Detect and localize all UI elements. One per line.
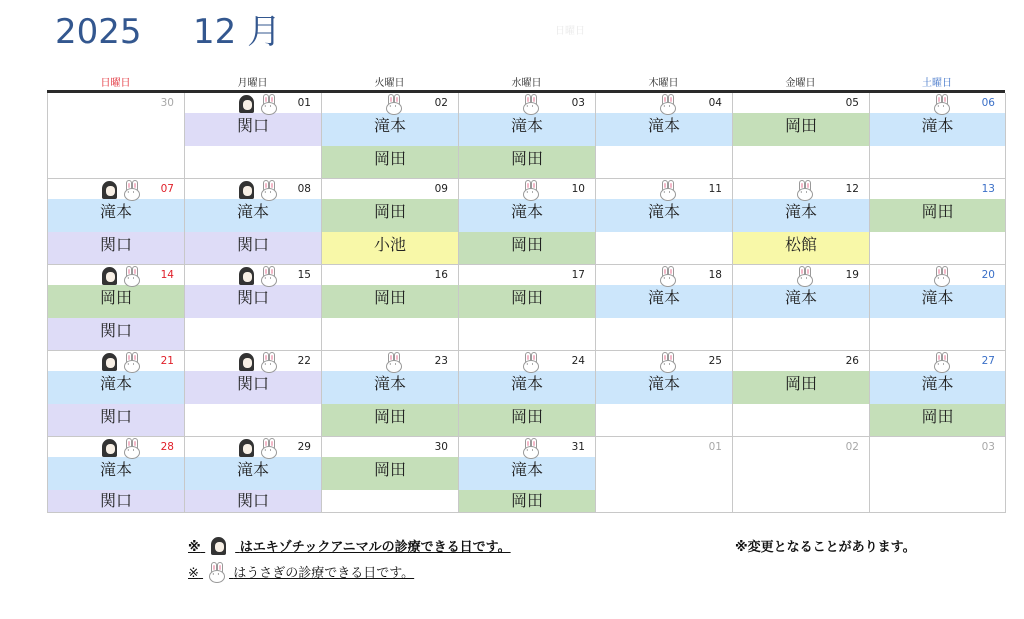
note-mark: ※ [188, 566, 199, 581]
staff-slot-1: 滝本 [48, 457, 184, 490]
exotic-icon [237, 94, 259, 114]
day-icons [658, 352, 676, 372]
day-number-row [733, 265, 869, 285]
rabbit-icon [521, 180, 539, 200]
day-number: 31 [571, 441, 585, 453]
day-number-row [322, 265, 458, 285]
day-cell[interactable] [322, 93, 459, 179]
exotic-icon [100, 266, 122, 286]
staff-slot-2 [48, 146, 184, 178]
day-cell[interactable] [459, 179, 596, 265]
staff-slot-2 [733, 146, 869, 178]
staff-slot-1: 滝本 [322, 371, 458, 404]
staff-slot-2 [322, 490, 458, 512]
day-number: 21 [160, 355, 174, 367]
day-number-row [459, 437, 595, 457]
day-number: 13 [981, 183, 995, 195]
note-change: ※変更となることがあります。 [735, 540, 916, 555]
day-number: 24 [571, 355, 585, 367]
exotic-icon [100, 352, 122, 372]
exotic-icon [237, 352, 259, 372]
day-number-row [596, 179, 732, 199]
day-number: 28 [160, 441, 174, 453]
day-cell[interactable] [48, 265, 185, 351]
day-number-row [596, 265, 732, 285]
weekday-header: 火曜日 [374, 78, 405, 89]
staff-slot-1: 滝本 [870, 371, 1005, 404]
day-cell[interactable] [322, 437, 459, 513]
rabbit-icon [795, 180, 813, 200]
calendar-title [55, 4, 281, 53]
day-number-row [185, 265, 321, 285]
staff-slot-1: 滝本 [596, 113, 732, 146]
calendar [47, 78, 1005, 513]
staff-slot-1: 滝本 [48, 199, 184, 232]
staff-slot-2 [596, 318, 732, 350]
day-icons [100, 180, 140, 200]
staff-slot-1: 滝本 [733, 285, 869, 318]
day-cell[interactable] [733, 437, 870, 513]
staff-slot-2 [733, 404, 869, 436]
staff-slot-2 [596, 146, 732, 178]
day-number: 01 [297, 97, 311, 109]
rabbit-icon [122, 266, 140, 286]
day-cell[interactable] [322, 351, 459, 437]
staff-slot-1: 岡田 [48, 285, 184, 318]
staff-slot-2: 小池 [322, 232, 458, 264]
rabbit-icon [259, 352, 277, 372]
day-number: 27 [981, 355, 995, 367]
rabbit-icon [658, 94, 676, 114]
staff-slot-2 [185, 318, 321, 350]
day-cell[interactable] [733, 265, 870, 351]
staff-slot-2: 関口 [48, 404, 184, 436]
day-cell[interactable] [322, 179, 459, 265]
staff-slot-1: 岡田 [459, 285, 595, 318]
staff-slot-1: 滝本 [459, 199, 595, 232]
staff-slot-1: 岡田 [733, 113, 869, 146]
day-cell[interactable] [870, 93, 1006, 179]
day-number-row [48, 437, 184, 457]
day-number-row [185, 93, 321, 113]
day-number-row [733, 93, 869, 113]
staff-slot-2 [870, 232, 1005, 264]
note-rabbit [188, 562, 414, 582]
staff-slot-2 [733, 318, 869, 350]
day-number-row [48, 351, 184, 371]
staff-slot-2 [185, 404, 321, 436]
day-number: 23 [434, 355, 448, 367]
staff-slot-1: 滝本 [596, 285, 732, 318]
day-icons [795, 180, 813, 200]
staff-slot-1: 滝本 [459, 371, 595, 404]
week-row [48, 351, 1005, 437]
staff-slot-2 [322, 318, 458, 350]
day-number-row [733, 437, 869, 457]
rabbit-icon [521, 94, 539, 114]
day-icons [658, 266, 676, 286]
day-number: 07 [160, 183, 174, 195]
weekday-header: 水曜日 [511, 78, 542, 89]
staff-slot-1: 岡田 [870, 199, 1005, 232]
day-icons [100, 352, 140, 372]
day-number-row [596, 93, 732, 113]
day-number: 19 [845, 269, 859, 281]
day-number: 02 [845, 441, 859, 453]
staff-slot-1: 滝本 [459, 113, 595, 146]
staff-slot-1: 滝本 [596, 371, 732, 404]
rabbit-icon [658, 180, 676, 200]
day-icons [521, 438, 539, 458]
staff-slot-1: 関口 [185, 285, 321, 318]
day-number-row [870, 437, 1005, 457]
rabbit-icon [932, 94, 950, 114]
day-cell[interactable] [596, 437, 733, 513]
staff-slot-1: 岡田 [733, 371, 869, 404]
weekday-header: 月曜日 [237, 78, 268, 89]
day-number: 03 [981, 441, 995, 453]
rabbit-icon [122, 180, 140, 200]
day-cell[interactable] [48, 93, 185, 179]
day-number-row [870, 351, 1005, 371]
day-number: 05 [845, 97, 859, 109]
day-cell[interactable] [185, 93, 322, 179]
note-mark: ※ [188, 540, 201, 555]
rabbit-icon [259, 438, 277, 458]
day-number: 20 [981, 269, 995, 281]
day-cell[interactable] [48, 179, 185, 265]
day-number-row [870, 179, 1005, 199]
rabbit-icon [259, 266, 277, 286]
week-row [48, 179, 1005, 265]
staff-slot-2 [733, 490, 869, 512]
day-icons [521, 352, 539, 372]
staff-slot-2: 関口 [185, 490, 321, 512]
staff-slot-1: 滝本 [596, 199, 732, 232]
day-number-row [459, 93, 595, 113]
day-number-row [870, 265, 1005, 285]
day-cell[interactable] [459, 351, 596, 437]
day-icons [237, 180, 277, 200]
staff-slot-2: 岡田 [459, 146, 595, 178]
day-cell[interactable] [185, 437, 322, 513]
staff-slot-1 [870, 457, 1005, 490]
day-number: 26 [845, 355, 859, 367]
weekday-header: 金曜日 [785, 78, 816, 89]
day-cell[interactable] [733, 351, 870, 437]
day-cell[interactable] [870, 179, 1006, 265]
day-number-row [48, 179, 184, 199]
day-number-row [733, 351, 869, 371]
staff-slot-2: 岡田 [459, 404, 595, 436]
day-number: 18 [708, 269, 722, 281]
calendar-grid [47, 93, 1005, 513]
day-icons [658, 94, 676, 114]
exotic-icon [237, 180, 259, 200]
day-number-row [596, 437, 732, 457]
staff-slot-2: 関口 [48, 232, 184, 264]
day-number: 22 [297, 355, 311, 367]
day-cell[interactable] [185, 265, 322, 351]
staff-slot-2: 岡田 [322, 404, 458, 436]
staff-slot-2: 岡田 [459, 232, 595, 264]
day-icons [100, 438, 140, 458]
day-number: 12 [845, 183, 859, 195]
day-cell[interactable] [459, 265, 596, 351]
day-icons [237, 94, 277, 114]
weekday-header-row [47, 78, 1005, 90]
day-number: 08 [297, 183, 311, 195]
rabbit-icon [259, 94, 277, 114]
day-number: 14 [160, 269, 174, 281]
staff-slot-1: 滝本 [322, 113, 458, 146]
rabbit-icon [384, 94, 402, 114]
note-rabbit-text: はうさぎの診療できる日です。 [233, 566, 415, 581]
title-month: 12 月 [193, 12, 282, 52]
day-number: 11 [708, 183, 722, 195]
day-number-row [459, 265, 595, 285]
day-number: 04 [708, 97, 722, 109]
rabbit-icon [259, 180, 277, 200]
day-number: 02 [434, 97, 448, 109]
day-icons [237, 352, 277, 372]
day-icons [521, 94, 539, 114]
day-number: 16 [434, 269, 448, 281]
exotic-icon [209, 536, 231, 556]
rabbit-icon [932, 352, 950, 372]
rabbit-icon [658, 266, 676, 286]
day-icons [237, 438, 277, 458]
day-icons [384, 94, 402, 114]
day-number: 17 [571, 269, 585, 281]
rabbit-icon [384, 352, 402, 372]
day-number-row [322, 93, 458, 113]
day-cell[interactable] [322, 265, 459, 351]
staff-slot-1: 岡田 [322, 199, 458, 232]
staff-slot-1: 滝本 [733, 199, 869, 232]
day-cell[interactable] [596, 265, 733, 351]
day-cell[interactable] [185, 351, 322, 437]
exotic-icon [100, 438, 122, 458]
staff-slot-2: 岡田 [870, 404, 1005, 436]
staff-slot-1: 滝本 [185, 457, 321, 490]
day-number: 30 [160, 97, 174, 109]
weekday-header: 木曜日 [648, 78, 679, 89]
day-icons [932, 352, 950, 372]
rabbit-icon [658, 352, 676, 372]
day-cell[interactable] [596, 179, 733, 265]
day-icons [237, 266, 277, 286]
day-cell[interactable] [48, 351, 185, 437]
staff-slot-2 [185, 146, 321, 178]
day-icons [658, 180, 676, 200]
day-cell[interactable] [870, 437, 1006, 513]
staff-slot-1: 滝本 [459, 457, 595, 490]
day-number-row [48, 93, 184, 113]
day-number: 30 [434, 441, 448, 453]
day-cell[interactable] [870, 351, 1006, 437]
day-cell[interactable] [870, 265, 1006, 351]
day-number-row [322, 179, 458, 199]
day-number-row [48, 265, 184, 285]
rabbit-icon [795, 266, 813, 286]
staff-slot-1: 滝本 [870, 113, 1005, 146]
day-cell[interactable] [733, 93, 870, 179]
day-cell[interactable] [459, 93, 596, 179]
staff-slot-1: 滝本 [48, 371, 184, 404]
day-number-row [185, 351, 321, 371]
rabbit-icon [932, 266, 950, 286]
rabbit-icon [122, 438, 140, 458]
day-number: 10 [571, 183, 585, 195]
day-icons [521, 180, 539, 200]
staff-slot-2 [596, 232, 732, 264]
staff-slot-2: 関口 [185, 232, 321, 264]
faint-label: 日曜日 [555, 26, 585, 37]
day-number: 15 [297, 269, 311, 281]
day-cell[interactable] [596, 93, 733, 179]
day-icons [100, 266, 140, 286]
staff-slot-1: 関口 [185, 371, 321, 404]
day-icons [795, 266, 813, 286]
note-exotic-text: はエキゾチックアニマルの診療できる日です。 [239, 540, 511, 555]
staff-slot-2 [870, 490, 1005, 512]
day-number-row [870, 93, 1005, 113]
day-number-row [733, 179, 869, 199]
staff-slot-1 [596, 457, 732, 490]
note-exotic [188, 536, 511, 556]
day-number: 03 [571, 97, 585, 109]
staff-slot-2 [870, 318, 1005, 350]
week-row [48, 437, 1005, 513]
week-row [48, 265, 1005, 351]
staff-slot-2: 関口 [48, 490, 184, 512]
rabbit-icon [521, 438, 539, 458]
day-number-row [185, 179, 321, 199]
day-cell[interactable] [596, 351, 733, 437]
day-cell[interactable] [459, 437, 596, 513]
staff-slot-1: 滝本 [185, 199, 321, 232]
day-number-row [185, 437, 321, 457]
staff-slot-2: 関口 [48, 318, 184, 350]
rabbit-icon [207, 562, 225, 582]
exotic-icon [237, 438, 259, 458]
exotic-icon [100, 180, 122, 200]
day-cell[interactable] [185, 179, 322, 265]
staff-slot-2 [596, 404, 732, 436]
rabbit-icon [521, 352, 539, 372]
weekday-header: 日曜日 [100, 78, 131, 89]
staff-slot-2: 松館 [733, 232, 869, 264]
day-cell[interactable] [733, 179, 870, 265]
day-number-row [596, 351, 732, 371]
staff-slot-1 [733, 457, 869, 490]
weekday-header: 土曜日 [922, 78, 952, 89]
day-icons [932, 266, 950, 286]
day-number: 06 [981, 97, 995, 109]
day-icons [932, 94, 950, 114]
day-icons [384, 352, 402, 372]
week-row [48, 93, 1005, 179]
rabbit-icon [122, 352, 140, 372]
staff-slot-1: 関口 [185, 113, 321, 146]
staff-slot-1: 滝本 [870, 285, 1005, 318]
staff-slot-2: 岡田 [459, 490, 595, 512]
exotic-icon [237, 266, 259, 286]
day-number: 09 [434, 183, 448, 195]
day-number: 01 [708, 441, 722, 453]
day-number-row [459, 179, 595, 199]
day-number-row [459, 351, 595, 371]
staff-slot-2 [459, 318, 595, 350]
title-year: 2025 [55, 12, 142, 52]
day-number-row [322, 437, 458, 457]
staff-slot-2 [596, 490, 732, 512]
staff-slot-1: 岡田 [322, 457, 458, 490]
staff-slot-2: 岡田 [322, 146, 458, 178]
staff-slot-1: 岡田 [322, 285, 458, 318]
day-number: 29 [297, 441, 311, 453]
staff-slot-1 [48, 113, 184, 146]
staff-slot-2 [870, 146, 1005, 178]
day-number: 25 [708, 355, 722, 367]
day-cell[interactable] [48, 437, 185, 513]
day-number-row [322, 351, 458, 371]
